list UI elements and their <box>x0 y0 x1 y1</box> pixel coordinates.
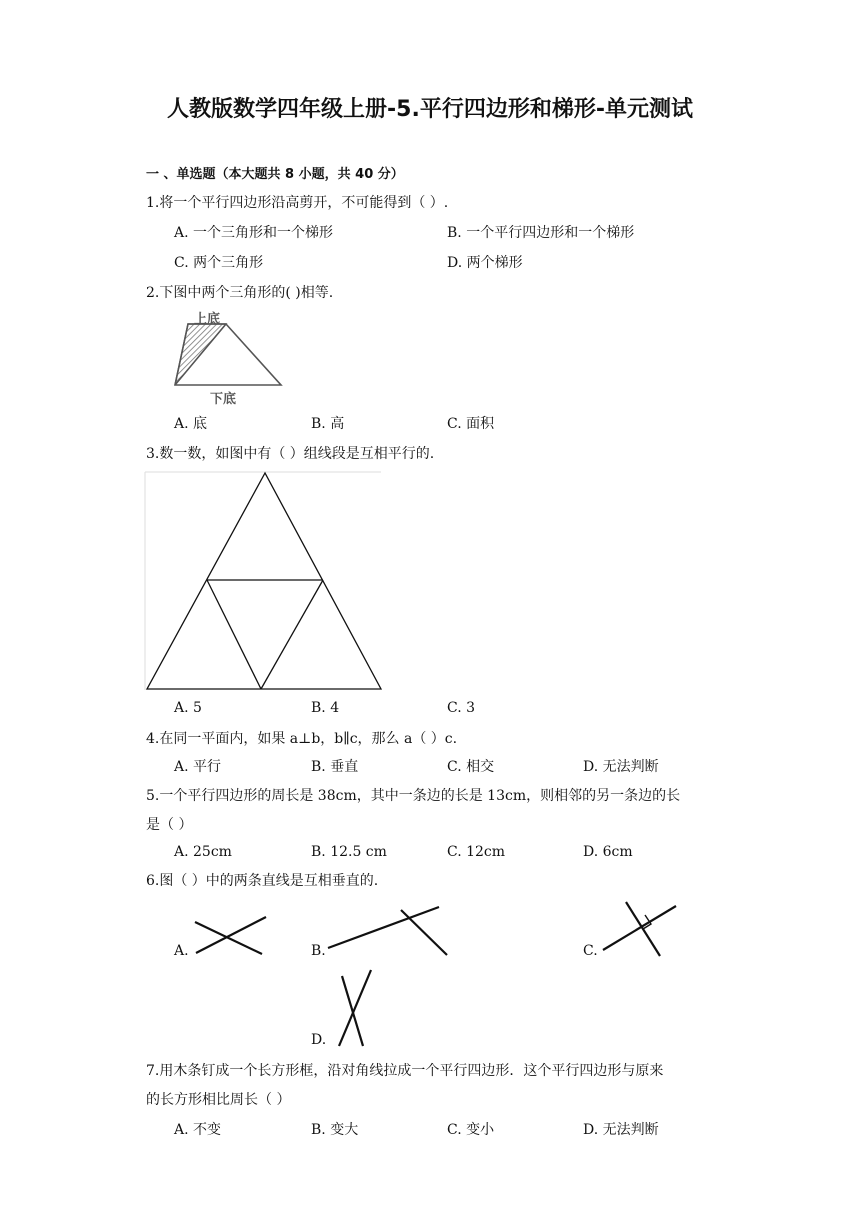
question-1-option-b[interactable]: B. 一个平行四边形和一个梯形 <box>447 225 635 241</box>
question-3-option-b[interactable]: B. 4 <box>311 700 340 716</box>
outer-triangle <box>147 473 381 689</box>
question-5-option-a[interactable]: A. 25cm <box>174 844 232 860</box>
question-6-option-a[interactable]: A. <box>174 943 189 959</box>
question-3-option-a[interactable]: A. 5 <box>174 700 202 716</box>
question-5-stem-line1: 5.一个平行四边形的周长是 38cm，其中一条边的长是 13cm，则相邻的另一条边的长 <box>146 788 681 804</box>
question-1-option-c[interactable]: C. 两个三角形 <box>174 255 264 271</box>
question-6-option-b[interactable]: B. <box>311 943 326 959</box>
lines-figure-a <box>190 912 270 960</box>
question-4-option-c[interactable]: C. 相交 <box>447 759 495 775</box>
lines-figure-c <box>598 898 680 960</box>
question-7-stem-line2: 的长方形相比周长（ ） <box>146 1092 291 1108</box>
label-top-base: 上底 <box>194 312 221 327</box>
question-7-option-d[interactable]: D. 无法判断 <box>583 1122 659 1138</box>
question-5-option-d[interactable]: D. 6cm <box>583 844 633 860</box>
question-4-option-b[interactable]: B. 垂直 <box>311 759 359 775</box>
question-5-stem-line2: 是（ ） <box>146 817 193 833</box>
question-1-stem: 1.将一个平行四边形沿高剪开，不可能得到（ ）. <box>146 195 449 211</box>
question-1-option-d[interactable]: D. 两个梯形 <box>447 255 523 271</box>
question-3-stem: 3.数一数，如图中有（ ）组线段是互相平行的. <box>146 446 435 462</box>
question-6-option-c[interactable]: C. <box>583 943 598 959</box>
page-title: 人教版数学四年级上册-5.平行四边形和梯形-单元测试 <box>167 97 693 122</box>
question-2-option-b[interactable]: B. 高 <box>311 416 345 432</box>
question-5-option-c[interactable]: C. 12cm <box>447 844 506 860</box>
question-4-option-d[interactable]: D. 无法判断 <box>583 759 659 775</box>
section-heading: 一 、单选题（本大题共 8 小题，共 40 分） <box>146 167 404 182</box>
question-2-option-c[interactable]: C. 面积 <box>447 416 495 432</box>
question-6-option-d[interactable]: D. <box>311 1032 327 1048</box>
lines-figure-b <box>325 902 450 960</box>
question-5-option-b[interactable]: B. 12.5 cm <box>311 844 387 860</box>
question-3-option-c[interactable]: C. 3 <box>447 700 476 716</box>
question-7-stem-line1: 7.用木条钉成一个长方形框，沿对角线拉成一个平行四边形．这个平行四边形与原来 <box>146 1063 664 1079</box>
question-2-stem: 2.下图中两个三角形的( )相等. <box>146 285 334 301</box>
triangle-figure <box>145 470 385 692</box>
question-7-option-c[interactable]: C. 变小 <box>447 1122 495 1138</box>
question-7-option-a[interactable]: A. 不变 <box>174 1122 222 1138</box>
question-4-option-a[interactable]: A. 平行 <box>174 759 222 775</box>
question-4-stem: 4.在同一平面内，如果 a⊥b，b∥c，那么 a（ ）c. <box>146 731 458 747</box>
right-angle-mark <box>637 915 651 929</box>
lines-figure-d <box>325 966 385 1050</box>
question-7-option-b[interactable]: B. 变大 <box>311 1122 359 1138</box>
label-bottom-base: 下底 <box>210 392 237 407</box>
question-2-option-a[interactable]: A. 底 <box>174 416 208 432</box>
question-1-option-a[interactable]: A. 一个三角形和一个梯形 <box>174 225 334 241</box>
question-6-stem: 6.图（ ）中的两条直线是互相垂直的. <box>146 873 379 889</box>
